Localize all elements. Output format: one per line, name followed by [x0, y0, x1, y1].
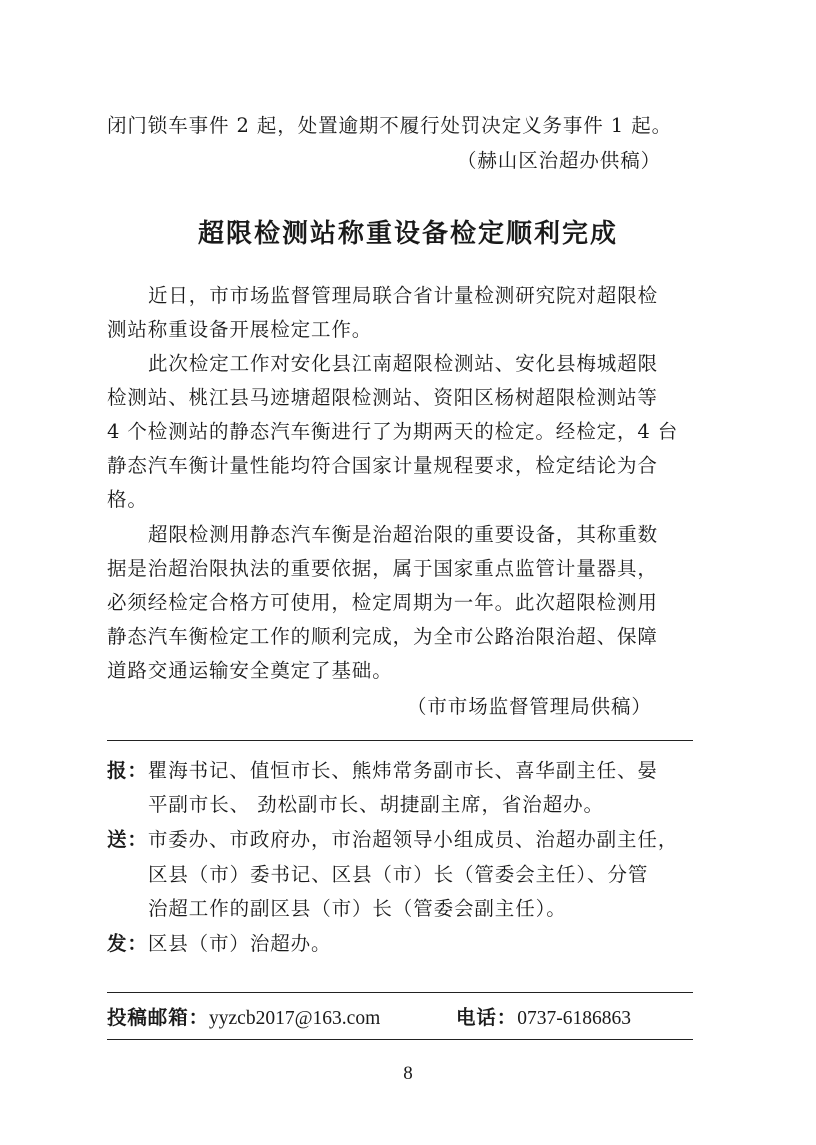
send-line [107, 826, 678, 854]
report-label: 报： [107, 759, 148, 782]
article-line: 必须经检定合格方可使用，检定周期为一年。此次超限检测用 [107, 591, 658, 614]
article-line: 道路交通运输安全奠定了基础。 [107, 659, 393, 682]
divider-top [107, 740, 693, 741]
article-line: 测站称重设备开展检定工作。 [107, 318, 373, 341]
email-value: yyzcb2017@163.com [209, 1008, 381, 1029]
send-line-3: 治超工作的副区县（市）长（管委会副主任）。 [148, 897, 567, 920]
prev-article-tail: 闭门锁车事件 2 起，处置逾期不履行处罚决定义务事件 1 起。 [107, 114, 673, 137]
phone-label: 电话： [456, 1006, 518, 1029]
email-row [107, 1004, 380, 1033]
issue-label: 发： [107, 932, 148, 955]
divider-middle [107, 992, 693, 993]
article-line: 据是治超治限执法的重要依据，属于国家重点监管计量器具， [107, 557, 658, 580]
article-source: （市市场监督管理局供稿） [407, 695, 652, 718]
issue-line [107, 930, 331, 958]
phone-value: 0737-6186863 [517, 1008, 631, 1029]
article-line: 近日，市市场监督管理局联合省计量检测研究院对超限检 [148, 284, 659, 307]
report-line-2: 平副市长、 劲松副市长、胡捷副主席，省治超办。 [148, 793, 604, 816]
article-line: 超限检测用静态汽车衡是治超治限的重要设备，其称重数 [148, 523, 659, 546]
send-text: 市委办、市政府办，市治超领导小组成员、治超办副主任， [147, 828, 679, 851]
article-line: 静态汽车衡检定工作的顺利完成，为全市公路治限治超、保障 [107, 625, 658, 648]
send-label: 送： [107, 828, 148, 851]
send-line-2: 区县（市）委书记、区县（市）长（管委会主任）、分管 [148, 863, 649, 886]
report-line [107, 757, 658, 785]
article-line: 此次检定工作对安化县江南超限检测站、安化县梅城超限 [148, 352, 659, 375]
article-line: 格。 [107, 488, 148, 511]
divider-bottom [107, 1039, 693, 1040]
article-line: 4 个检测站的静态汽车衡进行了为期两天的检定。经检定，4 台 [107, 420, 679, 443]
prev-article-source: （赫山区治超办供稿） [457, 149, 662, 172]
article-line: 静态汽车衡计量性能均符合国家计量规程要求，检定结论为合 [107, 454, 658, 477]
article-line: 检测站、桃江县马迹塘超限检测站、资阳区杨树超限检测站等 [107, 386, 658, 409]
email-label: 投稿邮箱： [107, 1006, 210, 1029]
issue-text: 区县（市）治超办。 [147, 932, 332, 955]
report-text: 瞿海书记、值恒市长、熊炜常务副市长、喜华副主任、晏 [147, 759, 658, 782]
phone-row [456, 1004, 631, 1033]
article-title: 超限检测站称重设备检定顺利完成 [197, 219, 618, 249]
page-number: 8 [403, 1063, 413, 1084]
